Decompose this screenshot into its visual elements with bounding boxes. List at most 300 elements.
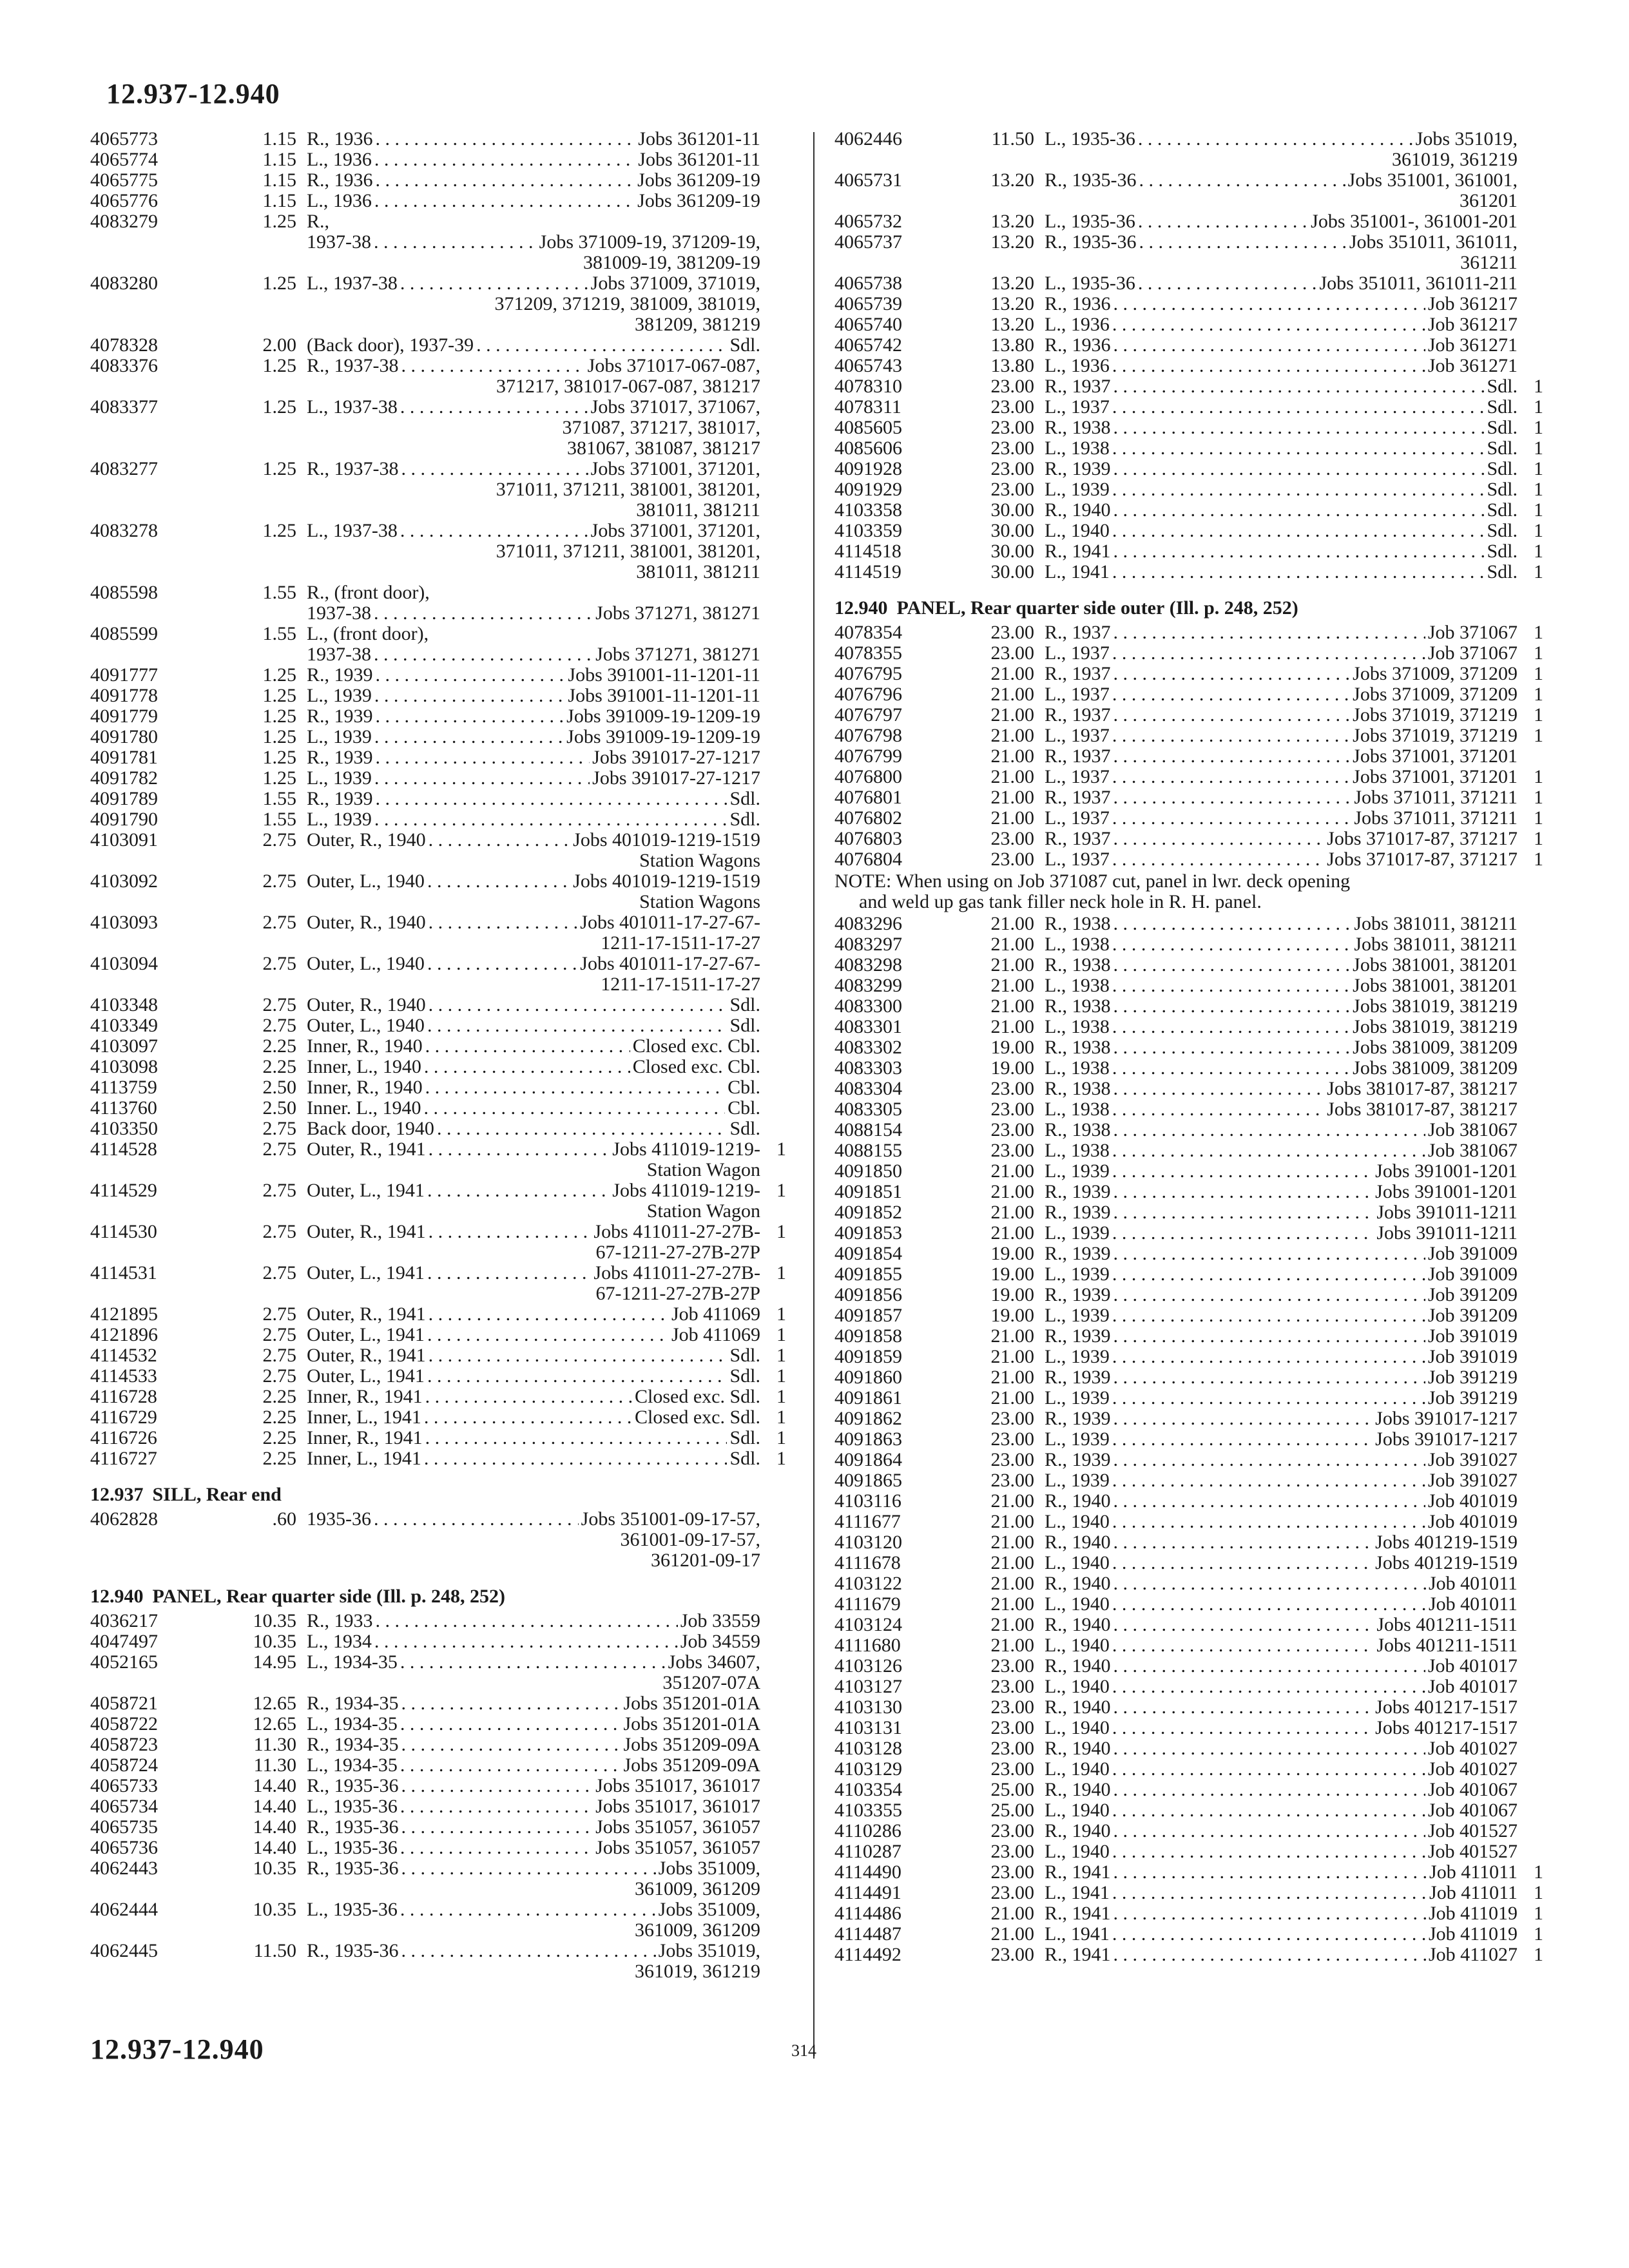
application-label: Inner, L., 1941 [307,1407,421,1428]
job-reference: Jobs 381009, 381209 [1353,1057,1518,1079]
application-label: L., 1940 [1045,1676,1110,1697]
part-price: 21.00 [990,663,1034,684]
part-description [1034,1140,1518,1161]
description-line [307,789,760,809]
job-reference: Jobs 371001, 371201 [1353,745,1518,767]
part-description [1034,1615,1518,1635]
dot-leader [1112,934,1352,955]
part-number: 4065731 [834,169,902,191]
part-description [296,1407,760,1428]
job-reference: Jobs 371017, 371067, [590,396,760,418]
part-description [296,1693,760,1714]
dot-leader [1112,1223,1374,1244]
application-label: L., 1938 [1045,437,1110,459]
description-line [1045,1305,1518,1326]
part-description [1034,746,1518,767]
part-description [1034,1594,1518,1615]
part-row [834,1512,1543,1532]
quantity: 1 [1534,479,1543,500]
application-label: R., 1940 [1045,1532,1111,1553]
part-row [90,1015,786,1036]
description-line [1045,1470,1518,1491]
part-number: 4114528 [90,1139,157,1160]
part-price: 1.25 [262,706,296,727]
job-reference: Jobs 351009, [658,1858,760,1879]
part-row [834,1553,1543,1573]
application-label: Outer, R., 1941 [307,1345,426,1366]
application-label: Back door, 1940 [307,1118,434,1139]
application-label: R., 1936 [1045,293,1111,314]
part-description [296,1858,760,1899]
application-label: R., 1940 [1045,1738,1111,1759]
part-description [296,191,760,211]
part-description [1034,1718,1518,1738]
part-number: 4076799 [834,745,902,767]
dot-leader [400,1899,656,1920]
part-description [1034,1841,1518,1862]
part-number: 4083298 [834,954,902,975]
section-heading [90,1483,786,1506]
part-row [834,438,1543,459]
description-line [1045,1945,1518,1965]
description-line [1045,1759,1518,1780]
part-row [834,1615,1543,1635]
part-number: 4076803 [834,828,902,849]
part-row [834,1037,1543,1058]
job-reference: Job 401527 [1427,1820,1518,1841]
dot-leader [427,1366,728,1387]
job-reference: Cbl. [728,1077,760,1098]
part-description [296,1428,760,1448]
dot-leader [1112,314,1425,335]
quantity: 1 [1534,499,1543,521]
part-price: 21.00 [990,1593,1034,1615]
dot-leader [376,789,728,809]
dot-leader [1139,232,1347,253]
part-description [296,1098,760,1119]
part-price: 23.00 [990,1861,1034,1883]
job-reference: Job 391219 [1427,1367,1518,1388]
description-line [307,1611,760,1631]
part-description [1034,562,1518,582]
part-row [834,705,1543,726]
part-row [90,706,786,727]
application-label: L., 1941 [1045,1923,1110,1945]
job-reference: Jobs 411019-1219- [612,1139,760,1160]
part-row [834,955,1543,975]
quantity: 1 [1534,849,1543,870]
part-row [90,1077,786,1098]
part-row [834,562,1543,582]
part-number: 4065743 [834,355,902,376]
dot-leader [1112,975,1350,996]
dot-leader [401,1693,621,1714]
job-continuation: 381011, 381211 [636,499,760,521]
part-row [834,356,1543,376]
part-price: 2.50 [262,1077,296,1098]
job-reference: Job 401067 [1427,1779,1518,1800]
part-number: 4083302 [834,1037,902,1058]
description-line [1045,418,1518,438]
section-number: 12.937 [90,1484,144,1505]
description-line [1045,1862,1518,1883]
application-label: R., 1938 [1045,1037,1111,1058]
section-title: SILL, Rear end [152,1484,282,1505]
part-description [1034,1512,1518,1532]
part-description [296,1652,760,1693]
application-label: L., 1935-36 [307,1796,398,1817]
part-description [1034,1945,1518,1965]
job-reference: Jobs 34607, [668,1651,760,1673]
part-row [834,1883,1543,1903]
dot-leader [427,1015,728,1036]
application-label: R., 1940 [1045,1614,1111,1635]
job-reference: Sdl. [729,1365,760,1387]
part-description [296,459,760,521]
job-reference: Job 411011 [1429,1882,1518,1903]
job-reference: Sdl. [729,1345,760,1366]
job-reference: Jobs 351017, 361017 [595,1775,760,1796]
part-number: 4114519 [834,561,901,582]
part-number: 4083301 [834,1016,902,1037]
part-price: 23.00 [990,1655,1034,1677]
application-label: R., 1937 [1045,376,1111,397]
application-label: R., 1937 [1045,828,1111,849]
part-description [1034,1862,1518,1883]
part-row [834,934,1543,955]
part-description [1034,1635,1518,1656]
application-label: L., 1936 [1045,355,1110,376]
dot-leader [1112,1594,1426,1615]
part-price: 2.75 [262,953,296,974]
description-line [1045,1161,1518,1182]
job-reference: Jobs 391001-11-1201-11 [568,685,760,706]
part-row [90,211,786,273]
part-price: 23.00 [990,1944,1034,1965]
dot-leader [400,273,588,294]
quantity: 1 [776,1448,786,1469]
quantity: 1 [1534,541,1543,562]
part-row [90,747,786,768]
application-label: R., 1941 [1045,541,1111,562]
part-description [296,1509,760,1571]
dot-leader [1112,1305,1425,1326]
quantity: 1 [776,1221,786,1242]
job-reference: Jobs 391017-27-1217 [592,747,760,768]
part-description [1034,1099,1518,1120]
part-number: 4091862 [834,1408,902,1429]
part-price: 10.35 [253,1610,296,1631]
dot-leader [1113,1532,1373,1553]
dot-leader [401,356,585,376]
part-description [296,1714,760,1735]
part-number: 4103127 [834,1676,902,1697]
description-line [307,397,760,418]
part-number: 4114491 [834,1882,901,1903]
part-number: 4065775 [90,169,158,191]
part-number: 4083277 [90,458,158,479]
part-description [296,1057,760,1077]
part-price: 23.00 [990,1758,1034,1780]
part-price: 25.00 [990,1800,1034,1821]
part-row [90,129,786,149]
part-row [834,500,1543,521]
part-number: 4114487 [834,1923,901,1945]
part-price: 13.20 [990,273,1034,294]
application-label: R., 1938 [1045,1078,1111,1099]
application-label: L., 1938 [1045,934,1110,955]
application-label: L., 1939 [1045,1428,1110,1450]
part-row [90,1776,786,1796]
dot-leader [427,954,577,974]
part-row [90,665,786,686]
part-description [1034,1738,1518,1759]
part-number: 4083376 [90,355,158,376]
description-line [307,211,760,232]
dot-leader [1113,1573,1426,1594]
part-number: 4065734 [90,1796,158,1817]
description-line [1045,273,1518,294]
part-price: 21.00 [990,1325,1034,1347]
part-description [1034,643,1518,664]
application-label: R., 1939 [307,747,373,768]
quantity: 1 [1534,725,1543,746]
job-reference: Job 381067 [1427,1140,1518,1161]
part-price: 23.00 [990,1078,1034,1099]
part-number: 4091779 [90,706,158,727]
application-label: L., 1938 [1045,1099,1110,1120]
part-description [1034,418,1518,438]
part-number: 4078355 [834,642,902,664]
part-price: .60 [272,1508,296,1530]
job-reference: Jobs 351001-, 361001-201 [1311,211,1518,232]
part-row [90,1325,786,1345]
part-number: 4091860 [834,1367,902,1388]
application-label: R., 1939 [1045,1367,1111,1388]
application-label: R., 1937 [1045,622,1111,643]
part-row [834,1347,1543,1367]
application-label: Outer, L., 1940 [307,953,425,974]
part-price: 1.25 [262,520,296,541]
description-line [307,521,760,541]
job-reference: Job 361271 [1427,334,1518,356]
part-price: 1.55 [262,623,296,644]
part-number: 4065736 [90,1837,158,1858]
part-row [834,664,1543,684]
job-reference: Sdl. [729,334,760,356]
description-line [1045,1017,1518,1037]
part-number: 4062446 [834,128,902,149]
part-number: 4036217 [90,1610,158,1631]
part-number: 4091864 [834,1449,902,1470]
part-price: 11.30 [253,1754,296,1776]
quantity: 1 [1534,807,1543,829]
description-line [1045,1244,1518,1264]
part-price: 23.00 [990,1140,1034,1161]
quantity: 1 [776,1407,786,1428]
description-line [307,809,760,830]
dot-leader [400,1796,593,1817]
description-line [307,1448,760,1469]
application-label: L., 1938 [1045,975,1110,996]
part-row [834,1800,1543,1821]
part-price: 21.00 [990,1367,1034,1388]
dot-leader [1113,1656,1425,1677]
part-row [90,686,786,706]
part-price: 2.75 [262,1015,296,1036]
description-line [1045,684,1518,705]
dot-leader [1113,1326,1425,1347]
part-row [90,809,786,830]
part-price: 23.00 [990,1696,1034,1718]
part-row [834,479,1543,500]
dot-leader [1113,1079,1325,1099]
application-label: L., 1937 [1045,766,1110,787]
part-description [1034,1924,1518,1945]
part-row [834,1841,1543,1862]
application-label: L., 1939 [307,685,372,706]
part-row [834,397,1543,418]
job-reference: Jobs 371001, 371201 [1353,766,1518,787]
application-label: L., 1937-38 [307,273,398,294]
description-line [307,665,760,686]
part-row [90,1714,786,1735]
part-number: 4116728 [90,1386,157,1407]
application-label: L., 1940 [1045,1552,1110,1573]
part-description [1034,1573,1518,1594]
job-reference: Job 371067 [1427,642,1518,664]
part-description [1034,1491,1518,1512]
dot-leader [1113,787,1352,808]
part-price: 21.00 [990,1614,1034,1635]
part-row [834,1408,1543,1429]
dot-leader [1113,500,1485,521]
description-line [1045,705,1518,726]
job-reference: Job 391009 [1427,1243,1518,1264]
part-price: 21.00 [990,1160,1034,1182]
job-continuation: 67-1211-27-27B-27P [595,1242,760,1263]
part-number: 4065735 [90,1816,158,1838]
part-price: 23.00 [990,1738,1034,1759]
part-row [834,1264,1543,1285]
part-number: 4111677 [834,1511,901,1532]
application-label: L., 1935-36 [1045,128,1135,149]
part-price: 2.75 [262,1324,296,1345]
part-row [90,1263,786,1304]
job-reference: Jobs 371011, 371211 [1354,787,1518,808]
application-label: L., 1937 [1045,684,1110,705]
dot-leader [1113,664,1351,684]
application-label: R., 1939 [1045,1325,1111,1347]
dot-leader [1112,1677,1425,1697]
description-line [307,1693,760,1714]
job-reference: Jobs 381001, 381201 [1353,975,1518,996]
job-reference: Jobs 351001-09-17-57, [581,1508,760,1530]
part-price: 1.15 [262,169,296,191]
dot-leader [425,1036,630,1057]
part-number: 4110287 [834,1841,901,1862]
job-reference: Jobs 351057, 361057 [595,1816,760,1838]
dot-leader [424,1057,630,1077]
part-price: 2.75 [262,1118,296,1139]
description-line [307,1325,760,1345]
job-reference: Jobs 371017-87, 371217 [1327,849,1518,870]
part-price: 1.15 [262,190,296,211]
description-line [1045,1635,1518,1656]
application-label: R., 1940 [1045,1820,1111,1841]
part-description [1034,438,1518,459]
part-description [1034,955,1518,975]
dot-leader [374,191,635,211]
job-reference: Jobs 391009-19-1209-19 [566,706,760,727]
application-label: L., 1939 [1045,1222,1110,1244]
part-row [834,1491,1543,1512]
part-row [834,622,1543,643]
description-line [1045,459,1518,479]
part-number: 4091863 [834,1428,902,1450]
part-description [1034,335,1518,356]
quantity: 1 [1534,766,1543,787]
dot-leader [376,665,566,686]
description-line [307,335,760,356]
application-label: R., 1934-35 [307,1734,399,1755]
part-number: 4091781 [90,747,158,768]
application-label: R., 1938 [1045,954,1111,975]
dot-leader [437,1119,728,1139]
job-continuation: Station Wagon [646,1159,760,1180]
part-price: 14.40 [253,1796,296,1817]
dot-leader [429,1304,669,1325]
part-number: 4103120 [834,1532,902,1553]
part-row [834,1738,1543,1759]
description-line [307,1222,760,1242]
description-line [1045,1079,1518,1099]
description-line [1045,996,1518,1017]
part-description [296,1735,760,1755]
job-reference: Jobs 371019, 371219 [1353,725,1518,746]
dot-leader [427,1325,669,1345]
dot-leader [1113,1182,1373,1202]
job-continuation: Station Wagon [646,1200,760,1222]
application-label: Inner, L., 1940 [307,1056,421,1077]
part-price: 21.00 [990,1016,1034,1037]
part-row [834,1223,1543,1244]
part-description [296,1387,760,1407]
application-label: L., 1937 [1045,807,1110,829]
dot-leader [1113,996,1351,1017]
part-row [834,273,1543,294]
description-line [1045,808,1518,829]
note-text [834,871,1543,912]
job-reference: Sdl. [729,1448,760,1469]
application-label: Inner, R., 1940 [307,1035,423,1057]
part-row [834,376,1543,397]
part-price: 21.00 [990,704,1034,726]
part-price: 19.00 [990,1305,1034,1326]
part-number: 4076802 [834,807,902,829]
part-description [1034,1182,1518,1202]
description-line [307,1428,760,1448]
part-price: 23.00 [990,458,1034,479]
part-row [90,397,786,459]
section-title: PANEL, Rear quarter side outer [896,597,1165,619]
part-price: 2.25 [262,1427,296,1448]
application-label: L., 1934-35 [307,1713,398,1735]
application-label: L., 1939 [1045,479,1110,500]
part-number: 4114486 [834,1903,901,1924]
part-price: 30.00 [990,499,1034,521]
dot-leader [1139,170,1345,191]
